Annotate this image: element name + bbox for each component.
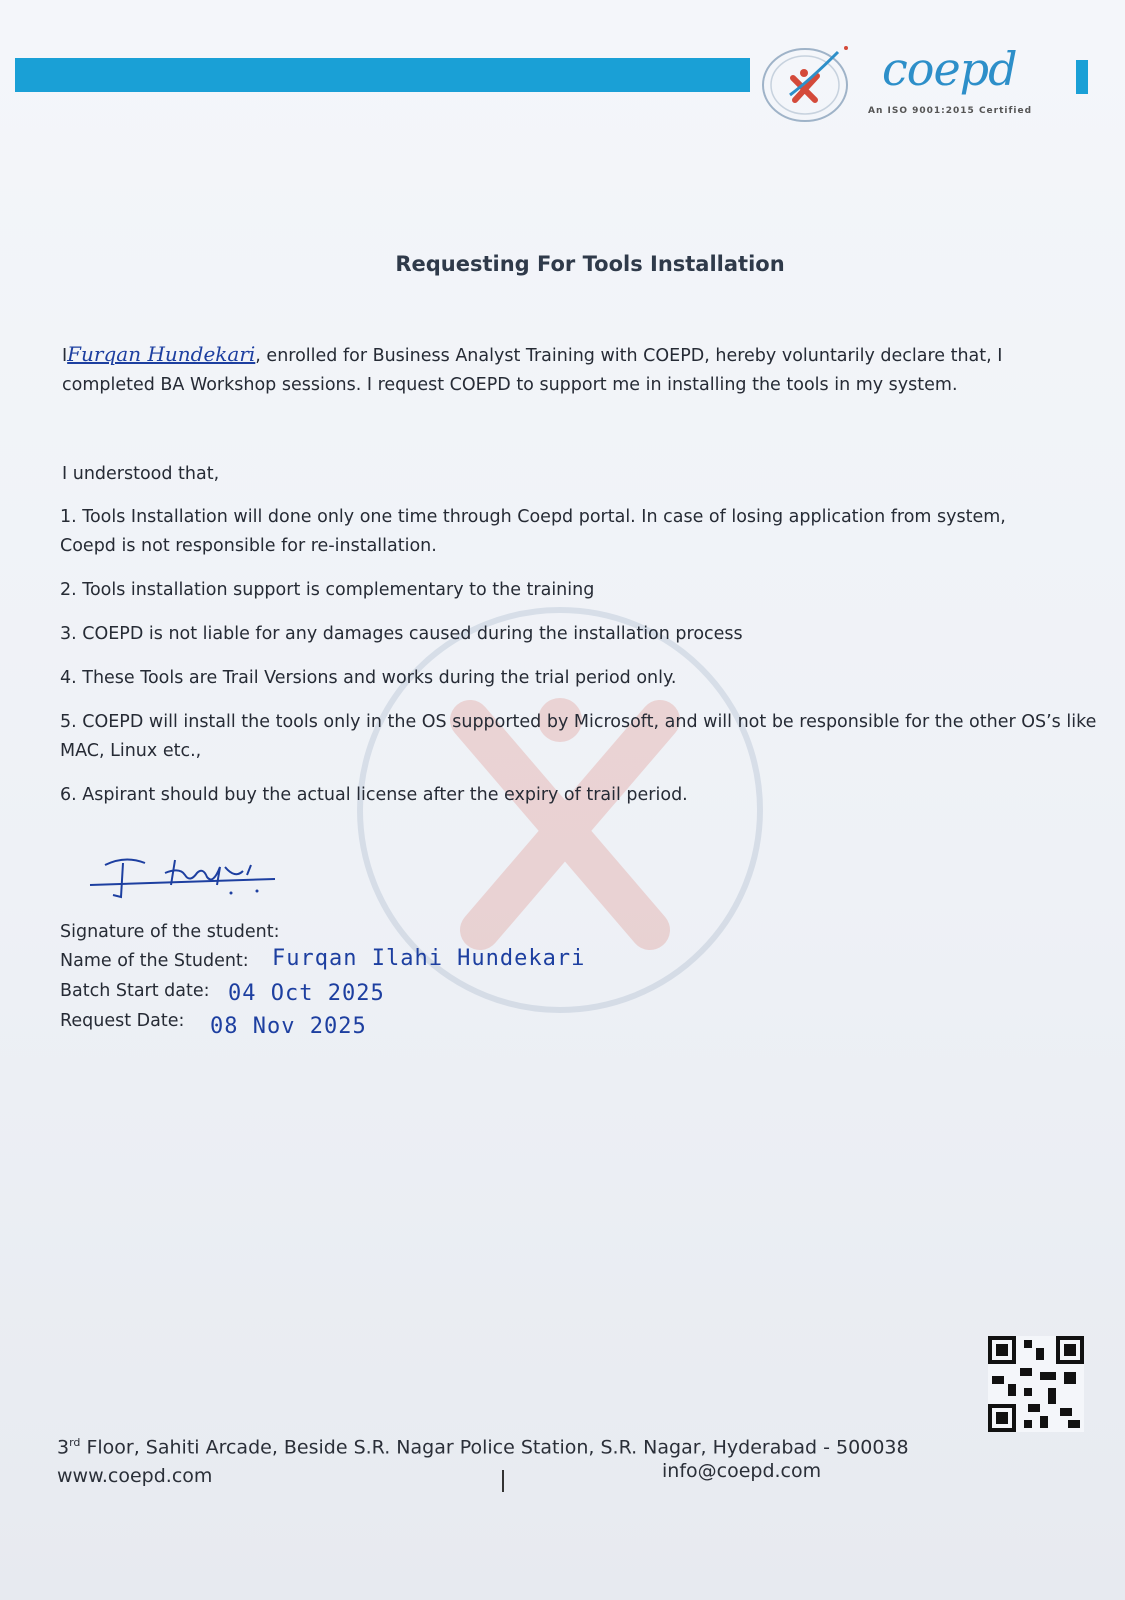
- batch-start-label: Batch Start date:: [60, 981, 210, 1001]
- coepd-logo: [760, 30, 1090, 125]
- declaration-student-name: Furqan Hundekari: [67, 342, 256, 366]
- signature-label: Signature of the student:: [60, 922, 280, 942]
- term-1-line-1: 1. Tools Installation will done only one time through Coepd portal. In case of losing application from system,: [60, 507, 1006, 527]
- declaration-prefix: I: [62, 346, 68, 366]
- declaration-text: , enrolled for Business Analyst Training with COEPD, hereby voluntarily declare that, I: [255, 346, 1003, 366]
- term-3: 3. COEPD is not liable for any damages caused during the installation process: [60, 624, 743, 644]
- term-5-line-2: MAC, Linux etc.,: [60, 741, 202, 761]
- term-1-line-2: Coepd is not responsible for re-installation.: [60, 536, 437, 556]
- student-name-label: Name of the Student:: [60, 951, 249, 971]
- document-title: Requesting For Tools Installation: [395, 252, 785, 276]
- student-signature: [85, 845, 285, 905]
- declaration-line-1: [62, 340, 1062, 371]
- term-2: 2. Tools installation support is complementary to the training: [60, 580, 595, 600]
- footer-divider: [502, 1470, 504, 1492]
- request-date-value: 08 Nov 2025: [210, 1014, 367, 1039]
- logo-bar: [1076, 60, 1088, 94]
- declaration-line-2: completed BA Workshop sessions. I request COEPD to support me in installing the tools in my system.: [62, 375, 958, 395]
- request-date-label: Request Date:: [60, 1011, 185, 1031]
- batch-start-value: 04 Oct 2025: [228, 981, 385, 1006]
- term-4: 4. These Tools are Trail Versions and works during the trial period only.: [60, 668, 677, 688]
- logo-wordmark: coepd: [882, 42, 1017, 96]
- student-name-value: Furqan Ilahi Hundekari: [272, 946, 586, 971]
- declaration-paragraph: [62, 340, 1062, 400]
- understood-heading: I understood that,: [62, 464, 220, 484]
- header-bar: [15, 58, 750, 92]
- footer-address: 3rd Floor, Sahiti Arcade, Beside S.R. Nagar Police Station, S.R. Nagar, Hyderabad - 500038: [57, 1436, 909, 1459]
- footer-email-link[interactable]: info@coepd.com: [662, 1460, 822, 1482]
- iso-certification: An ISO 9001:2015 Certified: [868, 106, 1033, 116]
- footer-website-link[interactable]: www.coepd.com: [57, 1465, 213, 1487]
- seal-icon: [760, 40, 855, 125]
- qr-code-icon: [988, 1336, 1084, 1432]
- term-5-line-1: 5. COEPD will install the tools only in the OS supported by Microsoft, and will not be responsible for the other OS’s like: [60, 712, 1097, 732]
- term-6: 6. Aspirant should buy the actual license after the expiry of trail period.: [60, 785, 688, 805]
